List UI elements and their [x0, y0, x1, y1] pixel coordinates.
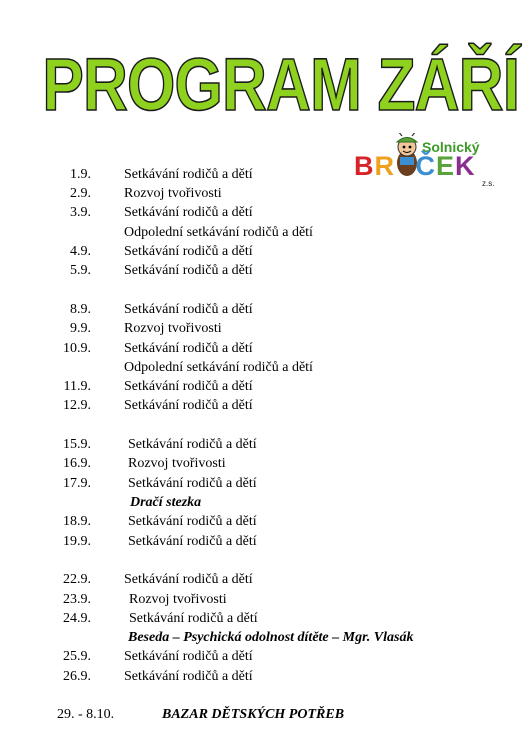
- schedule-date: 29. - 8.10.: [57, 707, 115, 722]
- schedule-date: 5.9.: [70, 263, 91, 278]
- schedule-activity: Setkávání rodičů a dětí: [124, 205, 253, 220]
- logo-top-text: Solnický: [422, 139, 480, 155]
- schedule-date: 11.9.: [63, 379, 91, 394]
- logo-letter: B: [354, 151, 375, 181]
- schedule-activity: Rozvoj tvořivosti: [128, 456, 226, 471]
- logo-letter: E: [436, 151, 456, 181]
- schedule-activity: BAZAR DĚTSKÝCH POTŘEB: [162, 707, 345, 722]
- schedule-date: 10.9.: [63, 341, 91, 356]
- schedule-activity: Rozvoj tvořivosti: [124, 186, 222, 201]
- schedule-activity: Rozvoj tvořivosti: [124, 321, 222, 336]
- logo-suffix: z.s.: [482, 179, 495, 188]
- schedule-activity: Setkávání rodičů a dětí: [124, 244, 253, 259]
- schedule-activity: Setkávání rodičů a dětí: [124, 302, 253, 317]
- schedule-activity: Beseda – Psychická odolnost dítěte – Mgr. Vlasák: [128, 630, 414, 645]
- schedule-date: 8.9.: [70, 302, 91, 317]
- schedule-activity: Setkávání rodičů a dětí: [124, 669, 253, 684]
- schedule-date: 24.9.: [63, 611, 91, 626]
- schedule-activity: Setkávání rodičů a dětí: [128, 437, 257, 452]
- schedule-activity: Setkávání rodičů a dětí: [124, 649, 253, 664]
- schedule-date: 12.9.: [63, 398, 91, 413]
- schedule-activity: Setkávání rodičů a dětí: [124, 263, 253, 278]
- schedule-activity: Setkávání rodičů a dětí: [124, 167, 253, 182]
- logo-letter: R: [374, 151, 395, 181]
- schedule-activity: Dračí stezka: [130, 495, 202, 510]
- schedule-date: 25.9.: [63, 649, 91, 664]
- schedule-activity: Setkávání rodičů a dětí: [128, 476, 257, 491]
- schedule-activity: Setkávání rodičů a dětí: [124, 398, 253, 413]
- schedule-date: 1.9.: [70, 167, 91, 182]
- schedule-activity: Setkávání rodičů a dětí: [124, 572, 253, 587]
- logo-letter: Č: [415, 151, 436, 181]
- schedule-date: 26.9.: [63, 669, 91, 684]
- schedule-activity: Odpolední setkávání rodičů a dětí: [124, 360, 313, 375]
- schedule-activity: Setkávání rodičů a dětí: [124, 379, 253, 394]
- schedule-date: 19.9.: [63, 534, 91, 549]
- schedule-activity: Setkávání rodičů a dětí: [129, 611, 258, 626]
- schedule-date: 15.9.: [63, 437, 91, 452]
- logo-main-text: [354, 151, 476, 182]
- schedule-date: 16.9.: [63, 456, 91, 471]
- page-title: PROGRAM ZÁŘÍ: [42, 43, 520, 126]
- schedule-activity: Setkávání rodičů a dětí: [124, 341, 253, 356]
- schedule-date: 22.9.: [63, 572, 91, 587]
- schedule-activity: Odpolední setkávání rodičů a dětí: [124, 225, 313, 240]
- schedule-date: 17.9.: [63, 476, 91, 491]
- schedule-date: 4.9.: [70, 244, 91, 259]
- schedule-date: 2.9.: [70, 186, 91, 201]
- schedule-date: 3.9.: [70, 205, 91, 220]
- schedule-activity: Setkávání rodičů a dětí: [128, 534, 257, 549]
- schedule-activity: Setkávání rodičů a dětí: [128, 514, 257, 529]
- logo-letter: K: [455, 151, 476, 181]
- schedule-date: 23.9.: [63, 592, 91, 607]
- schedule-date: 9.9.: [70, 321, 91, 336]
- schedule-activity: Rozvoj tvořivosti: [129, 592, 227, 607]
- schedule-date: 18.9.: [63, 514, 91, 529]
- logo-letter: [395, 151, 416, 182]
- logo: [354, 133, 504, 193]
